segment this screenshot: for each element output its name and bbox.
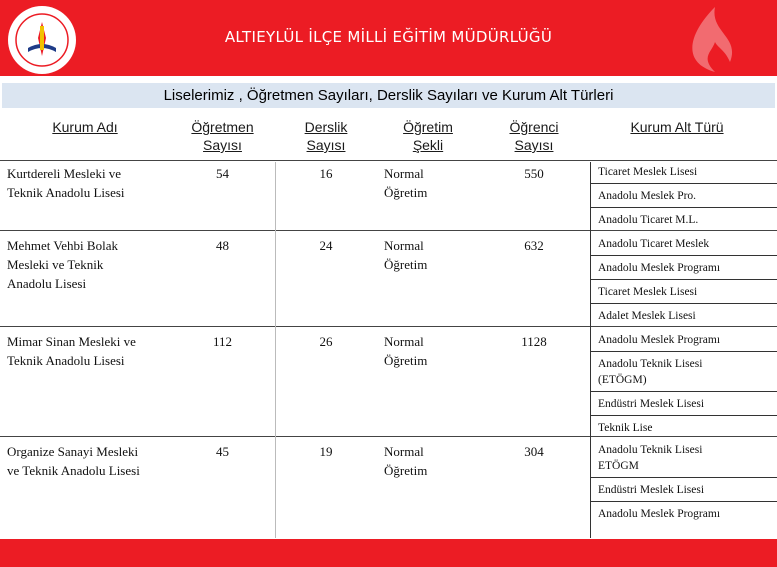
subtype-item: Anadolu Meslek Programı	[598, 508, 721, 520]
header-ogretmen-line2: Sayısı	[203, 137, 242, 153]
header-ogretim-line2: Şekli	[412, 137, 444, 153]
header-ogrenci-line1: Öğrenci	[509, 119, 559, 135]
subtype-divider	[591, 303, 777, 304]
footer-band	[0, 539, 777, 567]
subtype-item: Anadolu Teknik Lisesi	[598, 444, 703, 456]
row-divider	[0, 436, 777, 437]
subtype-item: Anadolu Ticaret M.L.	[598, 214, 699, 226]
header-banner	[0, 0, 777, 76]
subtype-divider	[591, 183, 777, 184]
subtype-item: Ticaret Meslek Lisesi	[598, 166, 698, 178]
subtype-divider	[591, 477, 777, 478]
header-kurum-alt-turu: Kurum Alt Türü	[630, 119, 724, 135]
school-name-line2: Teknik Anadolu Lisesi	[7, 353, 125, 368]
classroom-count: 26	[319, 334, 333, 349]
header-ogrenci-sayisi	[484, 118, 584, 154]
education-mode-line2: Öğretim	[384, 257, 428, 272]
column-divider	[590, 162, 591, 538]
education-mode-line2: Öğretim	[384, 185, 428, 200]
subtype-divider	[591, 351, 777, 352]
school-name	[7, 164, 167, 202]
header-ogretmen-sayisi	[170, 118, 275, 154]
education-mode-line2: Öğretim	[384, 463, 428, 478]
subtype-divider	[591, 415, 777, 416]
subtype-item: Anadolu Meslek Programı	[598, 334, 721, 346]
education-mode-line1: Normal	[384, 334, 424, 349]
row-divider	[0, 326, 777, 327]
subtype-item: Anadolu Meslek Programı	[598, 262, 721, 274]
subtype-divider	[591, 279, 777, 280]
education-mode	[384, 236, 484, 274]
column-divider	[275, 162, 276, 538]
subtype-item: ETÖGM	[598, 460, 639, 472]
school-name-line1: Mimar Sinan Mesleki ve	[7, 334, 136, 349]
header-derslik-line1: Derslik	[304, 119, 348, 135]
school-name-line2: ve Teknik Anadolu Lisesi	[7, 463, 140, 478]
header-derslik-line2: Sayısı	[306, 137, 346, 153]
schools-table	[0, 114, 777, 539]
subtype-item: Endüstri Meslek Lisesi	[598, 484, 705, 496]
teacher-count: 112	[212, 334, 233, 349]
education-mode-line1: Normal	[384, 166, 424, 181]
school-name-line1: Mehmet Vehbi Bolak	[7, 238, 118, 253]
subtype-item: Ticaret Meslek Lisesi	[598, 286, 698, 298]
subtype-item: (ETÖGM)	[598, 374, 647, 386]
teacher-count: 48	[216, 238, 229, 253]
table-row	[0, 328, 777, 436]
education-mode	[384, 332, 484, 370]
school-name-line2: Mesleki ve Teknik	[7, 257, 104, 272]
subtype-item: Adalet Meslek Lisesi	[598, 310, 696, 322]
header-title: ALTIEYLÜL İLÇE MİLLİ EĞİTİM MÜDÜRLÜĞÜ	[224, 28, 553, 46]
subtype-item: Anadolu Meslek Pro.	[598, 190, 697, 202]
student-count: 632	[524, 238, 544, 253]
education-mode	[384, 442, 484, 480]
teacher-count: 45	[216, 444, 229, 459]
table-header	[0, 114, 777, 160]
header-ogretim-sekli	[378, 118, 478, 154]
subtype-divider	[591, 255, 777, 256]
table-row	[0, 438, 777, 538]
education-mode	[384, 164, 484, 202]
subtype-divider	[591, 391, 777, 392]
header-kurum-adi: Kurum Adı	[52, 119, 118, 135]
subtype-divider	[591, 207, 777, 208]
education-mode-line1: Normal	[384, 238, 424, 253]
classroom-count: 19	[319, 444, 333, 459]
classroom-count: 16	[319, 166, 333, 181]
student-count: 550	[524, 166, 544, 181]
school-name	[7, 442, 167, 480]
row-divider	[0, 230, 777, 231]
subtype-divider	[591, 501, 777, 502]
header-ogretim-line1: Öğretim	[403, 119, 453, 135]
school-name-line1: Organize Sanayi Mesleki	[7, 444, 139, 459]
subtype-item: Teknik Lise	[598, 422, 653, 434]
education-mode-line2: Öğretim	[384, 353, 428, 368]
subtype-item: Endüstri Meslek Lisesi	[598, 398, 705, 410]
school-name-line1: Kurtdereli Mesleki ve	[7, 166, 122, 181]
page-subtitle: Liselerimiz , Öğretmen Sayıları, Derslik Sayıları ve Kurum Alt Türleri	[163, 87, 614, 104]
header-ogretmen-line1: Öğretmen	[191, 119, 254, 135]
education-mode-line1: Normal	[384, 444, 424, 459]
teacher-count: 54	[216, 166, 229, 181]
table-row	[0, 162, 777, 230]
student-count: 1128	[521, 334, 547, 349]
classroom-count: 24	[319, 238, 333, 253]
subtype-item: Anadolu Ticaret Meslek	[598, 238, 710, 250]
subtype-item: Anadolu Teknik Lisesi	[598, 358, 703, 370]
school-name-line2: Teknik Anadolu Lisesi	[7, 185, 125, 200]
school-name	[7, 236, 167, 293]
table-row	[0, 232, 777, 326]
header-divider	[0, 160, 777, 161]
header-ogrenci-line2: Sayısı	[514, 137, 554, 153]
school-name-line3: Anadolu Lisesi	[7, 276, 87, 291]
header-derslik-sayisi	[280, 118, 372, 154]
school-name	[7, 332, 167, 370]
student-count: 304	[524, 444, 544, 459]
